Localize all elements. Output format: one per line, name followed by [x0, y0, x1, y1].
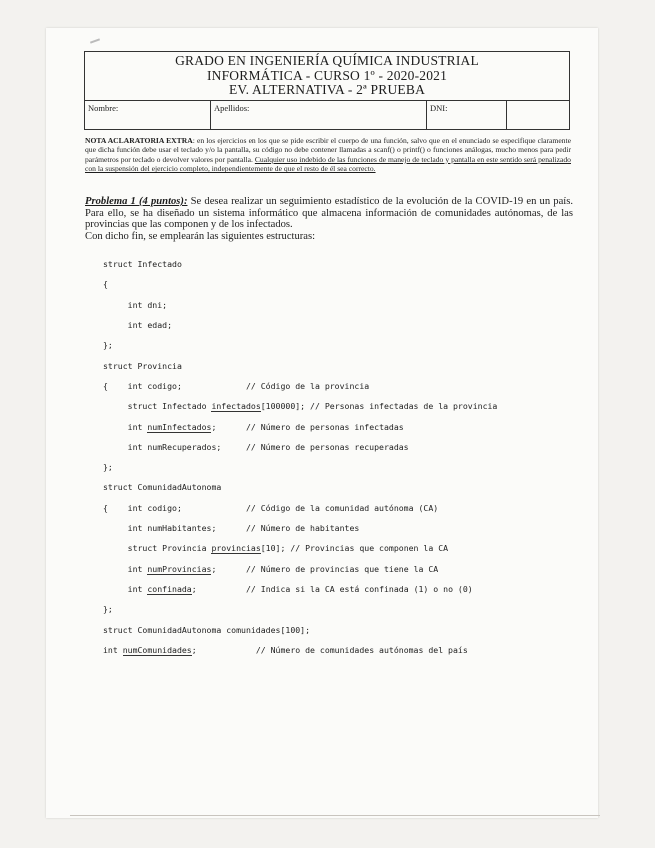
nota-text: : en los ejercicios en los que se pide escribir el cuerpo de una función, salvo que en el enunciado se especifique claramente que dicha función debe usar el teclado y/o la pantalla, su código no debe contener llamadas a scanf() o printf() o funciones análogas, mucho menos para pedir parámetros por teclado o devolver valores por pantalla. — [85, 136, 571, 164]
nota-warning: Cualquier uso indebido de las funciones de manejo de teclado y pantalla en este sentido será penalizado con la suspensión del ejercicio completo, independientemente de que el resto de él sea correcto. — [85, 154, 571, 174]
code-line — [103, 401, 573, 411]
code-line — [103, 564, 573, 574]
nombre-field[interactable]: Nombre: — [85, 101, 211, 129]
code-line: struct Infectado — [103, 259, 182, 270]
course-title: INFORMÁTICA - CURSO 1º - 2020-2021 — [206, 67, 448, 83]
code-segment: [100000]; // Personas infectadas de la provincia — [260, 401, 498, 412]
code-segment: int — [103, 563, 148, 574]
code-segment: [10]; // Provincias que componen la CA — [260, 543, 449, 554]
code-line: int dni; — [103, 299, 168, 310]
code-segment: ; // Número de comunidades autónomas del país — [191, 644, 468, 655]
student-fields — [85, 100, 569, 129]
code-segment: int — [103, 583, 148, 594]
code-line: int numHabitantes; // Número de habitantes — [103, 523, 360, 534]
code-segment: ; // Indica si la CA está confinada (1) o no (0) — [191, 583, 473, 594]
code-line: }; — [103, 340, 113, 351]
code-line: int edad; — [103, 320, 173, 331]
code-line: { — [103, 279, 108, 290]
apellidos-field[interactable]: Apellidos: — [211, 101, 427, 129]
code-segment: struct Provincia — [103, 543, 212, 554]
code-segment: ; // Número de personas infectadas — [211, 421, 404, 432]
code-block — [103, 249, 573, 665]
code-segment: int — [103, 421, 148, 432]
header-title — [85, 52, 569, 100]
underlined-identifier: confinada — [147, 583, 192, 594]
underlined-identifier: provincias — [211, 543, 261, 554]
code-line: struct Provincia — [103, 360, 182, 371]
underlined-identifier: infectados — [211, 401, 261, 412]
extra-field[interactable] — [507, 101, 569, 129]
nota-label: NOTA ACLARATORIA EXTRA — [85, 136, 193, 145]
code-line: }; — [103, 462, 113, 473]
code-line — [103, 584, 573, 594]
code-line: { int codigo; // Código de la comunidad autónoma (CA) — [103, 502, 439, 513]
dni-field[interactable]: DNI: — [427, 101, 507, 129]
problem-intro: Se desea realizar un seguimiento estadístico de la evolución de la COVID-19 en un país. Para ello, se ha diseñado un sistema informático que almacena información de comunidades autónomas, de las provincias que las componen y de los infectados. — [85, 196, 574, 231]
exam-title: EV. ALTERNATIVA - 2ª PRUEBA — [228, 82, 426, 97]
degree-title: GRADO EN INGENIERÍA QUÍMICA INDUSTRIAL — [175, 53, 479, 68]
code-line: }; — [103, 604, 113, 615]
problem-title: Problema 1 (4 puntos): — [85, 196, 188, 207]
code-line: struct ComunidadAutonoma — [103, 482, 222, 493]
code-line — [103, 543, 573, 553]
code-segment: ; // Número de provincias que tiene la CA — [211, 563, 439, 574]
page-edge-line — [70, 815, 600, 816]
code-segment: struct Infectado — [103, 401, 212, 412]
underlined-identifier: numComunidades — [122, 644, 192, 655]
code-line — [103, 645, 573, 655]
code-line: int numRecuperados; // Número de personas recuperadas — [103, 441, 409, 452]
code-line: { int codigo; // Código de la provincia — [103, 380, 370, 391]
code-line: struct ComunidadAutonoma comunidades[100]; — [103, 624, 311, 635]
underlined-identifier: numInfectados — [147, 421, 212, 432]
exam-header — [84, 51, 570, 130]
nota-aclaratoria — [85, 136, 571, 174]
problem-line2: Con dicho fin, se emplearán las siguientes estructuras: — [85, 230, 316, 242]
code-line — [103, 422, 573, 432]
problem-statement — [85, 196, 573, 242]
code-segment: int — [103, 644, 123, 655]
underlined-identifier: numProvincias — [147, 563, 212, 574]
